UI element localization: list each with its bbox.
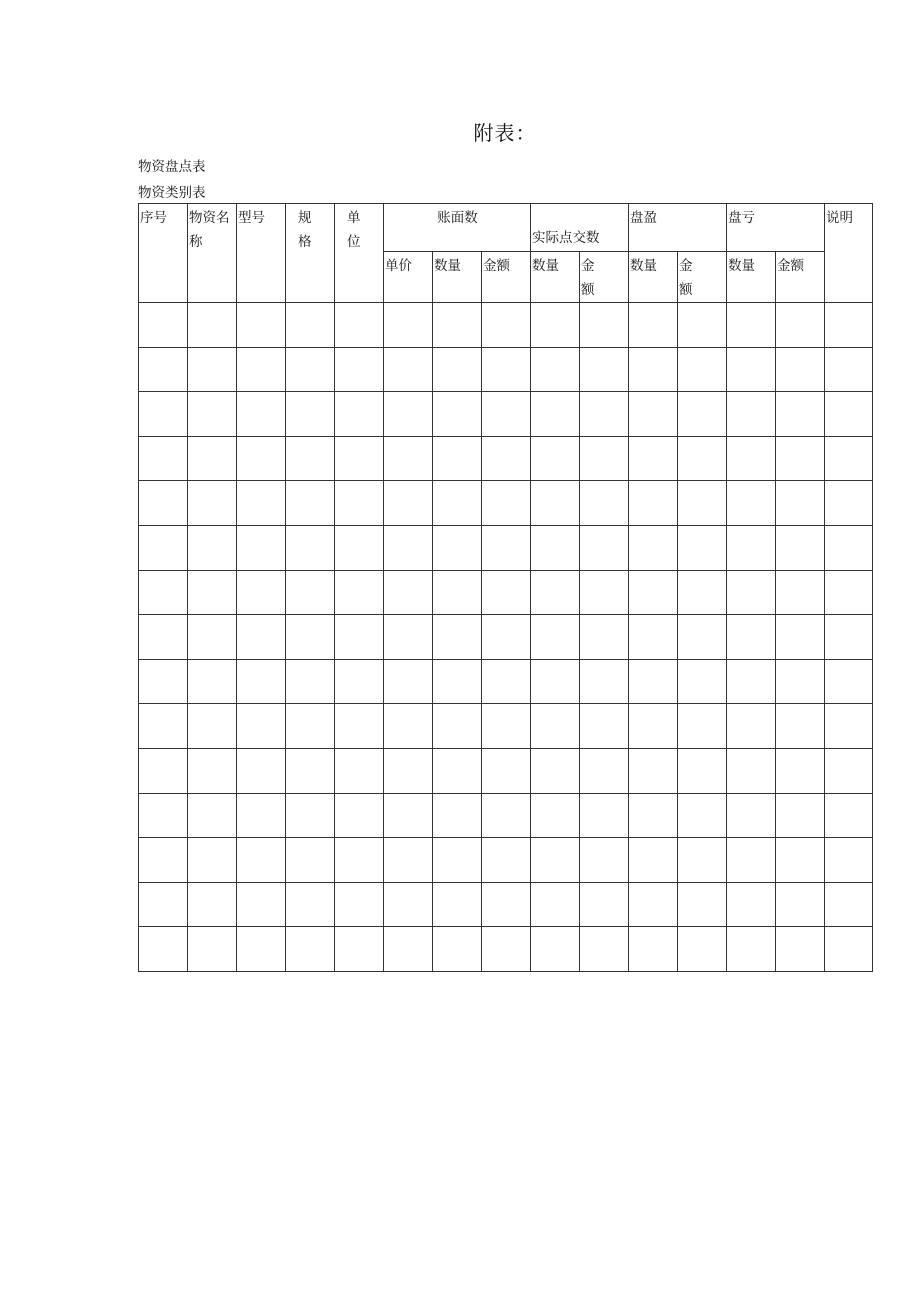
table-cell bbox=[727, 927, 776, 972]
inventory-table bbox=[138, 203, 873, 972]
table-cell bbox=[433, 481, 482, 526]
table-cell bbox=[237, 392, 286, 437]
table-cell bbox=[678, 927, 727, 972]
table-cell bbox=[188, 392, 237, 437]
table-cell bbox=[482, 882, 531, 927]
table-cell bbox=[335, 659, 384, 704]
header-seq: 序号 bbox=[139, 204, 188, 303]
table-cell bbox=[678, 347, 727, 392]
table-cell bbox=[237, 659, 286, 704]
table-cell bbox=[482, 570, 531, 615]
table-cell bbox=[629, 392, 678, 437]
table-cell bbox=[482, 927, 531, 972]
table-cell bbox=[776, 392, 825, 437]
table-cell bbox=[384, 659, 433, 704]
table-row bbox=[139, 481, 873, 526]
table-cell bbox=[580, 927, 629, 972]
table-cell bbox=[825, 704, 873, 749]
table-cell bbox=[776, 927, 825, 972]
table-row bbox=[139, 748, 873, 793]
table-cell bbox=[335, 525, 384, 570]
table-cell bbox=[580, 481, 629, 526]
table-cell bbox=[139, 882, 188, 927]
subheader-deficit-amount: 金额 bbox=[776, 252, 825, 303]
table-cell bbox=[678, 793, 727, 838]
table-cell bbox=[139, 570, 188, 615]
table-row bbox=[139, 882, 873, 927]
table-cell bbox=[188, 793, 237, 838]
table-cell bbox=[188, 436, 237, 481]
table-cell bbox=[384, 303, 433, 348]
table-cell bbox=[727, 570, 776, 615]
table-cell bbox=[482, 347, 531, 392]
table-cell bbox=[825, 481, 873, 526]
header-unit: 单位 bbox=[335, 204, 384, 303]
table-cell bbox=[433, 392, 482, 437]
table-cell bbox=[678, 303, 727, 348]
table-cell bbox=[482, 659, 531, 704]
table-row bbox=[139, 659, 873, 704]
table-cell bbox=[433, 659, 482, 704]
table-cell bbox=[139, 392, 188, 437]
table-cell bbox=[776, 615, 825, 660]
table-cell bbox=[580, 882, 629, 927]
header-note: 说明 bbox=[825, 204, 873, 303]
table-cell bbox=[678, 838, 727, 883]
table-cell bbox=[580, 392, 629, 437]
table-cell bbox=[825, 392, 873, 437]
table-cell bbox=[678, 659, 727, 704]
table-row bbox=[139, 392, 873, 437]
table-cell bbox=[629, 303, 678, 348]
table-cell bbox=[286, 838, 335, 883]
table-cell bbox=[286, 927, 335, 972]
table-cell bbox=[188, 704, 237, 749]
table-cell bbox=[139, 525, 188, 570]
table-cell bbox=[482, 615, 531, 660]
table-cell bbox=[580, 436, 629, 481]
table-cell bbox=[139, 615, 188, 660]
table-cell bbox=[237, 347, 286, 392]
table-cell bbox=[384, 570, 433, 615]
table-cell bbox=[482, 392, 531, 437]
table-cell bbox=[580, 659, 629, 704]
table-cell bbox=[188, 748, 237, 793]
table-cell bbox=[482, 525, 531, 570]
table-cell bbox=[139, 303, 188, 348]
table-cell bbox=[776, 303, 825, 348]
table-cell bbox=[433, 927, 482, 972]
header-deficit: 盘亏 bbox=[727, 204, 825, 252]
table-cell bbox=[433, 882, 482, 927]
table-cell bbox=[335, 882, 384, 927]
table-cell bbox=[139, 481, 188, 526]
table-cell bbox=[188, 838, 237, 883]
table-cell bbox=[629, 436, 678, 481]
subheader-book-amount: 金额 bbox=[482, 252, 531, 303]
header-surplus: 盘盈 bbox=[629, 204, 727, 252]
table-cell bbox=[825, 615, 873, 660]
subheader-surplus-qty: 数量 bbox=[629, 252, 678, 303]
table-cell bbox=[188, 882, 237, 927]
header-spec: 规格 bbox=[286, 204, 335, 303]
subtitle-category: 物资类别表 bbox=[138, 185, 206, 201]
table-cell bbox=[531, 615, 580, 660]
table-cell bbox=[139, 838, 188, 883]
table-cell bbox=[825, 659, 873, 704]
table-cell bbox=[188, 927, 237, 972]
table-cell bbox=[825, 303, 873, 348]
table-cell bbox=[629, 704, 678, 749]
table-cell bbox=[727, 392, 776, 437]
table-cell bbox=[139, 436, 188, 481]
table-cell bbox=[482, 436, 531, 481]
table-cell bbox=[727, 793, 776, 838]
subheader-book-qty: 数量 bbox=[433, 252, 482, 303]
table-cell bbox=[825, 570, 873, 615]
table-cell bbox=[237, 436, 286, 481]
table-cell bbox=[286, 570, 335, 615]
table-cell bbox=[531, 570, 580, 615]
table-cell bbox=[286, 392, 335, 437]
table-cell bbox=[139, 347, 188, 392]
table-cell bbox=[825, 838, 873, 883]
table-cell bbox=[629, 882, 678, 927]
header-model: 型号 bbox=[237, 204, 286, 303]
table-cell bbox=[776, 793, 825, 838]
table-cell bbox=[727, 704, 776, 749]
table-cell bbox=[825, 525, 873, 570]
subheader-deficit-qty: 数量 bbox=[727, 252, 776, 303]
table-cell bbox=[580, 793, 629, 838]
table-cell bbox=[629, 481, 678, 526]
table-cell bbox=[825, 347, 873, 392]
table-cell bbox=[580, 748, 629, 793]
table-cell bbox=[678, 615, 727, 660]
table-cell bbox=[237, 927, 286, 972]
table-row bbox=[139, 793, 873, 838]
table-row bbox=[139, 347, 873, 392]
table-cell bbox=[335, 615, 384, 660]
table-cell bbox=[237, 704, 286, 749]
table-cell bbox=[727, 659, 776, 704]
table-cell bbox=[629, 927, 678, 972]
table-cell bbox=[825, 436, 873, 481]
table-cell bbox=[776, 570, 825, 615]
table-cell bbox=[580, 615, 629, 660]
table-cell bbox=[433, 748, 482, 793]
table-cell bbox=[678, 525, 727, 570]
table-cell bbox=[629, 793, 678, 838]
table-cell bbox=[188, 615, 237, 660]
table-cell bbox=[531, 392, 580, 437]
table-cell bbox=[825, 927, 873, 972]
table-cell bbox=[335, 838, 384, 883]
header-actual: 实际点交数 bbox=[531, 204, 629, 252]
table-row bbox=[139, 838, 873, 883]
table-cell bbox=[776, 838, 825, 883]
table-cell bbox=[580, 525, 629, 570]
table-cell bbox=[531, 838, 580, 883]
table-row bbox=[139, 927, 873, 972]
subheader-actual-amount: 金额 bbox=[580, 252, 629, 303]
table-cell bbox=[678, 704, 727, 749]
table-cell bbox=[776, 659, 825, 704]
subheader-book-price: 单价 bbox=[384, 252, 433, 303]
table-cell bbox=[580, 570, 629, 615]
table-cell bbox=[286, 481, 335, 526]
table-cell bbox=[727, 525, 776, 570]
subheader-surplus-amount: 金额 bbox=[678, 252, 727, 303]
table-cell bbox=[286, 347, 335, 392]
table-cell bbox=[237, 525, 286, 570]
table-cell bbox=[384, 704, 433, 749]
table-cell bbox=[384, 392, 433, 437]
table-cell bbox=[776, 347, 825, 392]
table-cell bbox=[580, 303, 629, 348]
table-cell bbox=[727, 748, 776, 793]
table-cell bbox=[433, 704, 482, 749]
table-cell bbox=[531, 659, 580, 704]
table-cell bbox=[286, 436, 335, 481]
table-cell bbox=[237, 570, 286, 615]
table-cell bbox=[188, 525, 237, 570]
table-cell bbox=[825, 793, 873, 838]
table-cell bbox=[776, 481, 825, 526]
table-cell bbox=[629, 748, 678, 793]
table-cell bbox=[482, 481, 531, 526]
table-cell bbox=[335, 793, 384, 838]
table-cell bbox=[433, 570, 482, 615]
table-cell bbox=[531, 927, 580, 972]
table-cell bbox=[678, 436, 727, 481]
table-cell bbox=[384, 927, 433, 972]
table-cell bbox=[237, 615, 286, 660]
table-cell bbox=[335, 704, 384, 749]
table-cell bbox=[678, 748, 727, 793]
table-cell bbox=[531, 436, 580, 481]
table-cell bbox=[286, 303, 335, 348]
table-cell bbox=[286, 793, 335, 838]
table-cell bbox=[776, 748, 825, 793]
table-cell bbox=[139, 927, 188, 972]
table-cell bbox=[776, 525, 825, 570]
table-cell bbox=[237, 303, 286, 348]
document-title: 附表： bbox=[473, 121, 537, 145]
table-cell bbox=[629, 525, 678, 570]
table-cell bbox=[727, 303, 776, 348]
table-cell bbox=[384, 347, 433, 392]
table-cell bbox=[188, 659, 237, 704]
table-cell bbox=[776, 436, 825, 481]
table-cell bbox=[335, 436, 384, 481]
table-cell bbox=[384, 436, 433, 481]
table-cell bbox=[139, 748, 188, 793]
table-cell bbox=[335, 303, 384, 348]
table-cell bbox=[580, 347, 629, 392]
table-cell bbox=[433, 347, 482, 392]
table-cell bbox=[286, 882, 335, 927]
table-cell bbox=[776, 882, 825, 927]
table-cell bbox=[237, 838, 286, 883]
table-cell bbox=[482, 793, 531, 838]
table-cell bbox=[384, 525, 433, 570]
table-cell bbox=[629, 347, 678, 392]
table-cell bbox=[237, 882, 286, 927]
table-cell bbox=[139, 659, 188, 704]
table-cell bbox=[384, 748, 433, 793]
table-cell bbox=[678, 570, 727, 615]
table-cell bbox=[335, 481, 384, 526]
table-cell bbox=[139, 793, 188, 838]
table-cell bbox=[482, 704, 531, 749]
table-cell bbox=[335, 392, 384, 437]
table-cell bbox=[727, 838, 776, 883]
table-cell bbox=[531, 303, 580, 348]
table-cell bbox=[139, 704, 188, 749]
table-cell bbox=[482, 748, 531, 793]
table-cell bbox=[188, 570, 237, 615]
table-cell bbox=[531, 704, 580, 749]
table-cell bbox=[433, 525, 482, 570]
table-cell bbox=[629, 615, 678, 660]
table-row bbox=[139, 615, 873, 660]
header-name: 物资名称 bbox=[188, 204, 237, 303]
header-book: 账面数 bbox=[384, 204, 531, 252]
table-cell bbox=[384, 481, 433, 526]
table-cell bbox=[188, 347, 237, 392]
table-cell bbox=[384, 615, 433, 660]
table-cell bbox=[433, 303, 482, 348]
table-row bbox=[139, 303, 873, 348]
table-cell bbox=[237, 748, 286, 793]
table-cell bbox=[335, 570, 384, 615]
table-cell bbox=[188, 303, 237, 348]
subheader-actual-qty: 数量 bbox=[531, 252, 580, 303]
table-cell bbox=[678, 481, 727, 526]
table-cell bbox=[629, 838, 678, 883]
table-row bbox=[139, 436, 873, 481]
table-cell bbox=[335, 347, 384, 392]
table-cell bbox=[727, 615, 776, 660]
table-cell bbox=[531, 748, 580, 793]
table-cell bbox=[678, 882, 727, 927]
table-cell bbox=[580, 838, 629, 883]
table-row bbox=[139, 570, 873, 615]
table-cell bbox=[335, 927, 384, 972]
table-cell bbox=[678, 392, 727, 437]
table-cell bbox=[286, 615, 335, 660]
table-cell bbox=[237, 481, 286, 526]
table-cell bbox=[384, 882, 433, 927]
table-cell bbox=[286, 748, 335, 793]
table-cell bbox=[286, 525, 335, 570]
table-cell bbox=[237, 793, 286, 838]
table-cell bbox=[727, 882, 776, 927]
table-cell bbox=[776, 704, 825, 749]
table-cell bbox=[580, 704, 629, 749]
table-cell bbox=[825, 748, 873, 793]
table-cell bbox=[335, 748, 384, 793]
table-cell bbox=[188, 481, 237, 526]
table-cell bbox=[531, 347, 580, 392]
header-row-1 bbox=[139, 204, 873, 252]
table-cell bbox=[727, 481, 776, 526]
table-row bbox=[139, 704, 873, 749]
table-cell bbox=[433, 793, 482, 838]
table-cell bbox=[286, 704, 335, 749]
table-cell bbox=[531, 481, 580, 526]
table-cell bbox=[384, 838, 433, 883]
table-row bbox=[139, 525, 873, 570]
table-cell bbox=[531, 525, 580, 570]
table-cell bbox=[727, 347, 776, 392]
table-cell bbox=[384, 793, 433, 838]
table-cell bbox=[727, 436, 776, 481]
table-cell bbox=[433, 838, 482, 883]
table-cell bbox=[531, 793, 580, 838]
table-cell bbox=[629, 570, 678, 615]
table-cell bbox=[825, 882, 873, 927]
table-cell bbox=[531, 882, 580, 927]
table-cell bbox=[629, 659, 678, 704]
table-cell bbox=[482, 838, 531, 883]
table-cell bbox=[286, 659, 335, 704]
subtitle-inventory: 物资盘点表 bbox=[138, 159, 206, 175]
table-cell bbox=[433, 436, 482, 481]
table-cell bbox=[482, 303, 531, 348]
table-cell bbox=[433, 615, 482, 660]
